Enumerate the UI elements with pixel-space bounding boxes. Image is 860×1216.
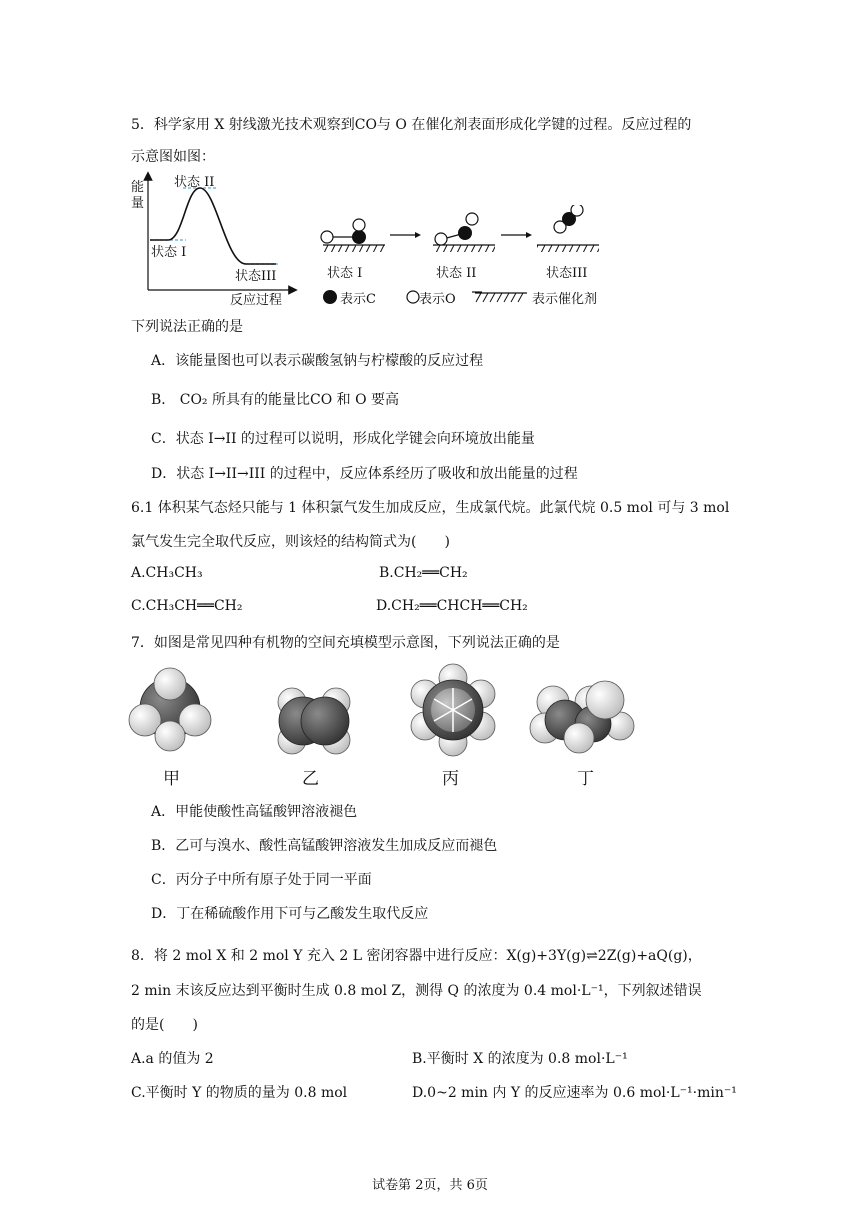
legend-catalyst-icon (473, 290, 529, 304)
methane-model (129, 668, 211, 751)
state1-label: 状态 I (151, 245, 187, 260)
q6-stem-line1: 6.1 体积某气态烃只能与 1 体积氯气发生加成反应，生成氯代烷。此氯代烷 0.5 mol 可与 3 mol (131, 500, 730, 516)
q6-option-a: A.CH₃CH₃ (131, 565, 203, 581)
q8-option-d: D.0~2 min 内 Y 的反应速率为 0.6 mol·L⁻¹·min⁻¹ (412, 1085, 737, 1101)
y-label-2: 量 (131, 196, 145, 211)
q5-stem-line2: 示意图如图： (131, 149, 215, 165)
q7-option-a: A．甲能使酸性高锰酸钾溶液褪色 (151, 804, 358, 820)
mechanism-diagram (315, 205, 615, 265)
q8-stem-line2: 2 min 末该反应达到平衡时生成 0.8 mol Z，测得 Q 的浓度为 0.4 mol·L⁻¹，下列叙述错误 (131, 983, 702, 999)
molecule-models (125, 662, 645, 762)
q5-stem-line1: 5．科学家用 X 射线激光技术观察到CO与 O 在催化剂表面形成化学键的过程。反应过程的 (131, 117, 692, 133)
q8-option-b: B.平衡时 X 的浓度为 0.8 mol·L⁻¹ (412, 1051, 628, 1067)
legend-oxygen-icon (407, 291, 419, 303)
q6-option-d: D.CH₂══CHCH══CH₂ (376, 598, 528, 614)
y-label-1: 能 (131, 180, 145, 195)
oxygen-atom-icon (435, 233, 447, 245)
q6-option-b: B.CH₂══CH₂ (379, 565, 468, 581)
carbon-atom-icon (352, 230, 366, 244)
q5-option-a: A．该能量图也可以表示碳酸氢钠与柠檬酸的反应过程 (151, 353, 484, 369)
q5-option-b: B． CO₂ 所具有的能量比CO 和 O 要高 (151, 392, 400, 408)
carbon-atom-icon (458, 226, 472, 240)
q8-stem-line1: 8．将 2 mol X 和 2 mol Y 充入 2 L 密闭容器中进行反应：X(g)+3Y(g)⇌2Z(g)+aQ(g)， (131, 948, 702, 964)
q5-option-d: D．状态 I→II→III 的过程中，反应体系经历了吸收和放出能量的过程 (151, 466, 578, 482)
q5-question: 下列说法正确的是 (131, 319, 243, 335)
arrow-icon (415, 232, 421, 238)
legend-carbon-icon (323, 290, 337, 304)
oxygen-atom-icon (353, 219, 365, 231)
q7-option-d: D．丁在稀硫酸作用下可与乙酸发生取代反应 (151, 906, 429, 922)
benzene-model (411, 664, 495, 756)
q7-option-c: C．丙分子中所有原子处于同一平面 (151, 872, 372, 888)
legend-o: 表示O (419, 292, 456, 307)
state2-label: 状态 II (174, 175, 215, 190)
x-axis-label: 反应过程 (230, 293, 283, 308)
state3-label: 状态III (235, 269, 277, 284)
ethanol-model (530, 681, 634, 753)
q7-stem: 7．如图是常见四种有机物的空间充填模型示意图，下列说法正确的是 (131, 635, 560, 651)
ethylene-model (278, 688, 350, 754)
mech-label-1: 状态 I (327, 266, 363, 281)
q8-option-a: A.a 的值为 2 (131, 1051, 214, 1067)
molecule-label-bing: 丙 (442, 769, 459, 789)
oxygen-atom-icon (321, 231, 333, 243)
molecule-label-ding: 丁 (577, 769, 594, 789)
oxygen-atom-icon (466, 213, 478, 225)
q8-option-c: C.平衡时 Y 的物质的量为 0.8 mol (131, 1085, 348, 1101)
q6-option-c: C.CH₃CH══CH₂ (131, 598, 243, 614)
arrow-icon (526, 232, 532, 238)
q5-option-c: C．状态 I→II 的过程可以说明，形成化学键会向环境放出能量 (151, 431, 535, 447)
molecule-label-jia: 甲 (163, 769, 180, 789)
q6-stem-line2: 氯气发生完全取代反应，则该烃的结构简式为( ) (131, 534, 450, 550)
page-footer: 试卷第 2页，共 6页 (372, 1178, 488, 1193)
molecule-label-yi: 乙 (302, 769, 319, 789)
q8-stem-line3: 的是( ) (131, 1017, 198, 1033)
q7-option-b: B．乙可与溴水、酸性高锰酸钾溶液发生加成反应而褪色 (151, 838, 498, 854)
mech-label-3: 状态III (546, 266, 588, 281)
oxygen-atom-icon (571, 205, 583, 216)
legend-catalyst: 表示催化剂 (532, 292, 598, 307)
mech-label-2: 状态 II (436, 266, 477, 281)
legend-c: 表示C (340, 292, 376, 307)
